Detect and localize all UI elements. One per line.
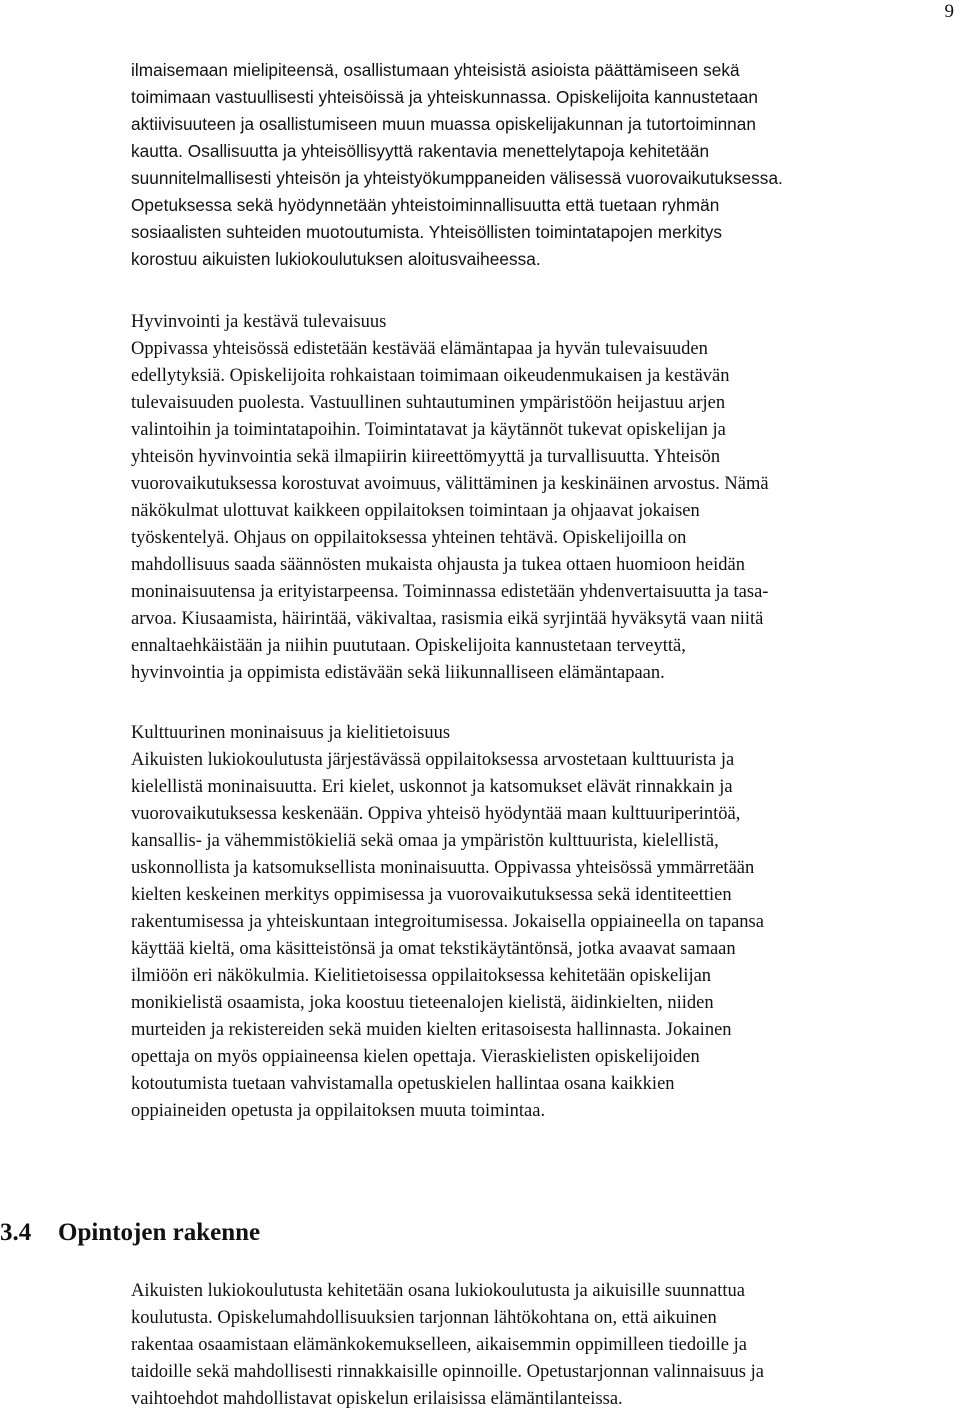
- text-line: tulevaisuuden puolesta. Vastuullinen suhtautuminen ympäristöön heijastuu arjen: [131, 393, 726, 413]
- text-line: taidoille sekä mahdollisesti rinnakkaisille opinnoille. Opetustarjonnan valinnaisuus ja: [131, 1362, 764, 1382]
- text-line: Opetuksessa sekä hyödynnetään yhteistoiminnallisuutta että tuetaan ryhmän: [131, 195, 720, 215]
- section-heading: [0, 1217, 260, 1249]
- text-line: yhteisön hyvinvointia sekä ilmapiirin kiireettömyyttä ja turvallisuutta. Yhteisön: [131, 447, 721, 467]
- text-line: käyttää kieltä, oma käsitteistönsä ja omat tekstikäytäntönsä, jotka avaavat samaan: [131, 939, 736, 959]
- text-line: Aikuisten lukiokoulutusta järjestävässä oppilaitoksessa arvostetaan kulttuurista ja: [131, 750, 735, 770]
- text-line: mahdollisuus saada säännösten mukaista ohjausta ja tukea ottaen huomioon heidän: [131, 555, 745, 575]
- text-line: vaihtoehdot mahdollistavat opiskelun erilaisissa elämäntilanteissa.: [131, 1389, 623, 1409]
- text-line: kielten keskeinen merkitys oppimisessa ja vuorovaikutuksessa sekä identiteettien: [131, 885, 732, 905]
- text-line: moninaisuutensa ja erityistarpeensa. Toiminnassa edistetään yhdenvertaisuutta ja tasa-: [131, 582, 769, 602]
- text-line: näkökulmat ulottuvat kaikkeen oppilaitoksen toimintaan ja ohjaavat jokaisen: [131, 501, 700, 521]
- text-line: sosiaalisten suhteiden muotoutumista. Yhteisöllisten toimintatapojen merkitys: [131, 222, 723, 242]
- section-wellbeing: [131, 309, 949, 687]
- text-line: Aikuisten lukiokoulutusta kehitetään osana lukiokoulutusta ja aikuisille suunnattua: [131, 1281, 745, 1301]
- text-line: ilmaisemaan mielipiteensä, osallistumaan yhteisistä asioista päättämiseen sekä: [131, 60, 740, 80]
- page-number: 9: [944, 1, 954, 22]
- text-line: kotoutumista tuetaan vahvistamalla opetuskielen hallintaa osana kaikkien: [131, 1074, 675, 1094]
- subheading: Kulttuurinen moninaisuus ja kielitietoisuus: [131, 723, 451, 743]
- text-line: aktiivisuuteen ja osallistumiseen muun muassa opiskelijakunnan ja tutortoiminnan: [131, 114, 756, 134]
- text-line: kautta. Osallisuutta ja yhteisöllisyyttä rakentavia menettelytapoja kehitetään: [131, 141, 710, 161]
- text-line: suunnitelmallisesti yhteisön ja yhteistyökumppaneiden välisessä vuorovaikutuksessa.: [131, 168, 783, 188]
- text-line: ennaltaehkäistään ja niihin puututaan. Opiskelijoita kannustetaan terveyttä,: [131, 636, 686, 656]
- text-line: arvoa. Kiusaamista, häirintää, väkivaltaa, rasismia eikä syrjintää hyväksytä vaan niitä: [131, 609, 764, 629]
- text-line: kansallis- ja vähemmistökieliä sekä omaa ja ympäristön kulttuurista, kielellistä,: [131, 831, 719, 851]
- paragraph-participation: [131, 57, 949, 273]
- section-heading-title: Opintojen rakenne: [58, 1219, 261, 1246]
- text-line: vuorovaikutuksessa korostuvat avoimuus, välittäminen ja keskinäinen arvostus. Nämä: [131, 474, 769, 494]
- text-line: murteiden ja rekistereiden sekä muiden kielten eritasoisesta hallinnasta. Jokainen: [131, 1020, 732, 1040]
- text-line: työskentelyä. Ohjaus on oppilaitoksessa yhteinen tehtävä. Opiskelijoilla on: [131, 528, 687, 548]
- section-cultural-diversity: [131, 720, 949, 1125]
- text-line: toimimaan vastuullisesti yhteisöissä ja yhteiskunnassa. Opiskelijoita kannustetaan: [131, 87, 758, 107]
- text-line: edellytyksiä. Opiskelijoita rohkaistaan toimimaan oikeudenmukaisen ja kestävän: [131, 366, 730, 386]
- subheading: Hyvinvointi ja kestävä tulevaisuus: [131, 312, 387, 332]
- text-line: hyvinvointia ja oppimista edistävään sekä liikunnalliseen elämäntapaan.: [131, 663, 665, 683]
- text-line: rakentumisessa ja yhteiskuntaan integroitumisessa. Jokaisella oppiaineella on tapansa: [131, 912, 764, 932]
- text-line: valintoihin ja toimintatapoihin. Toimintatavat ja käytännöt tukevat opiskelijan ja: [131, 420, 726, 440]
- text-line: rakentaa osaamistaan elämänkokemukselleen, aikaisemmin oppimilleen tiedoille ja: [131, 1335, 747, 1355]
- paragraph-study-structure: [131, 1278, 949, 1413]
- text-line: korostuu aikuisten lukiokoulutuksen aloitusvaiheessa.: [131, 249, 541, 269]
- text-line: kielellistä moninaisuutta. Eri kielet, uskonnot ja katsomukset elävät rinnakkain ja: [131, 777, 733, 797]
- text-line: ilmiöön eri näkökulmia. Kielitietoisessa oppilaitoksessa kehitetään opiskelijan: [131, 966, 712, 986]
- text-line: opettaja on myös oppiaineensa kielen opettaja. Vieraskielisten opiskelijoiden: [131, 1047, 700, 1067]
- text-line: vuorovaikutuksessa keskenään. Oppiva yhteisö hyödyntää maan kulttuuriperintöä,: [131, 804, 741, 824]
- text-line: oppiaineiden opetusta ja oppilaitoksen muuta toimintaa.: [131, 1101, 546, 1121]
- text-line: koulutusta. Opiskelumahdollisuuksien tarjonnan lähtökohtana on, että aikuinen: [131, 1308, 717, 1328]
- text-line: uskonnollista ja katsomuksellista moninaisuutta. Oppivassa yhteisössä ymmärretään: [131, 858, 755, 878]
- text-line: Oppivassa yhteisössä edistetään kestävää elämäntapaa ja hyvän tulevaisuuden: [131, 339, 708, 359]
- section-heading-number: 3.4: [0, 1219, 32, 1246]
- text-line: monikielistä osaamista, joka koostuu tieteenalojen kielistä, äidinkielten, niiden: [131, 993, 714, 1013]
